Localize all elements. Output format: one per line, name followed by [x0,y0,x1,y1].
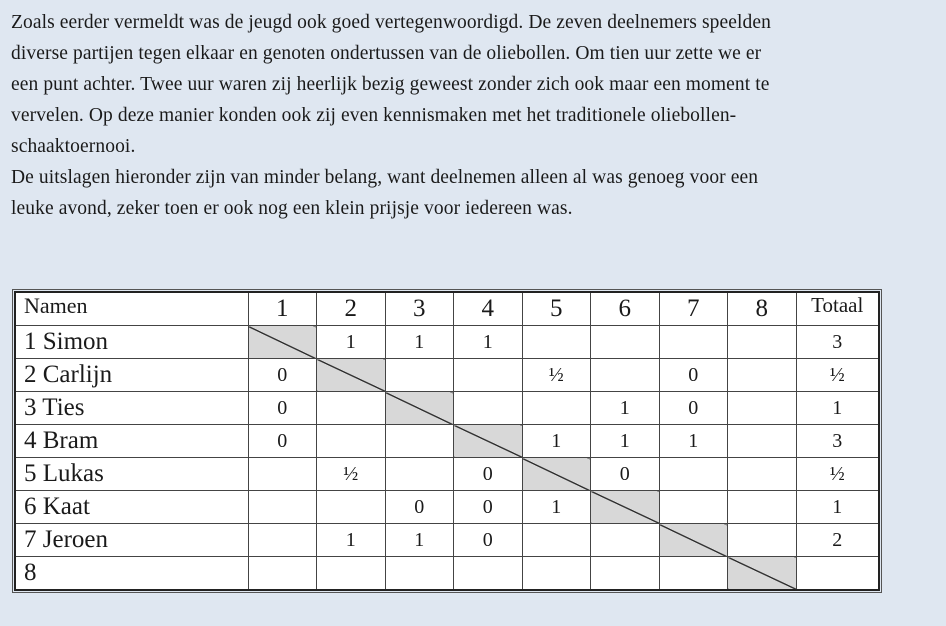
total-cell: ½ [796,359,879,392]
score-cell: 0 [454,491,523,524]
total-cell: 1 [796,491,879,524]
score-cell [317,491,386,524]
score-cell [659,458,728,491]
score-cell [317,557,386,591]
table-row [15,524,879,557]
table-row [15,326,879,359]
score-cell: 1 [659,425,728,458]
score-cell: 1 [454,326,523,359]
score-cell [591,326,660,359]
score-cell: 0 [248,359,317,392]
diagonal-cell [591,491,660,524]
score-cell: 1 [385,326,454,359]
score-cell [385,458,454,491]
header-col-8: 8 [728,292,797,326]
total-cell: 3 [796,326,879,359]
score-cell: 0 [591,458,660,491]
score-cell [248,491,317,524]
header-col-5: 5 [522,292,591,326]
diagonal-cell [522,458,591,491]
score-cell [385,359,454,392]
score-cell [248,557,317,591]
score-cell [454,392,523,425]
table-row [15,491,879,524]
score-cell [659,326,728,359]
header-names: Namen [15,292,248,326]
paragraph-results: De uitslagen hieronder zijn van minder belang, want deelnemen alleen al was genoeg voor een leuke avond, zeker toen er ook nog een klein prijsje voor iedereen was. [11,167,759,219]
score-cell [317,425,386,458]
diagonal-cell [454,425,523,458]
table-row [15,557,879,591]
score-cell [728,392,797,425]
table-row [15,359,879,392]
total-cell: 1 [796,392,879,425]
diagonal-cell [659,524,728,557]
header-col-7: 7 [659,292,728,326]
score-cell: 1 [317,326,386,359]
header-total: Totaal [796,292,879,326]
score-cell [728,359,797,392]
paragraph-intro: Zoals eerder vermeldt was de jeugd ook goed vertegenwoordigd. De zeven deelnemers speelden diverse partijen tegen elkaar en genoten ondertussen van de oliebollen. Om tien uur zette we er een punt achter. Twee uur waren zij heerlijk bezig geweest zonder zich ook maar een moment te vervelen. Op deze manier konden ook zij even kennismaken met het traditionele oliebollen- schaaktoernooi. [11,12,771,157]
score-cell [591,557,660,591]
score-cell: 1 [591,425,660,458]
header-col-3: 3 [385,292,454,326]
total-cell [796,557,879,591]
diagonal-cell [317,359,386,392]
score-cell [522,326,591,359]
score-cell [385,425,454,458]
diagonal-cell [248,326,317,359]
total-cell: 3 [796,425,879,458]
score-cell: 0 [454,458,523,491]
score-cell [317,392,386,425]
player-name: 6 Kaat [15,491,248,524]
total-cell: 2 [796,524,879,557]
score-cell [728,425,797,458]
article-text [11,7,931,224]
score-cell [659,557,728,591]
score-cell: 0 [248,425,317,458]
player-name: 3 Ties [15,392,248,425]
table-row [15,392,879,425]
score-cell [385,557,454,591]
score-cell [248,524,317,557]
score-cell: ½ [317,458,386,491]
player-name: 5 Lukas [15,458,248,491]
player-name: 7 Jeroen [15,524,248,557]
player-name: 2 Carlijn [15,359,248,392]
score-cell: 0 [659,392,728,425]
score-cell: ½ [522,359,591,392]
score-cell [454,557,523,591]
score-cell [522,392,591,425]
score-cell [728,524,797,557]
score-cell [591,524,660,557]
score-cell [522,524,591,557]
header-col-4: 4 [454,292,523,326]
score-cell [248,458,317,491]
score-cell [728,326,797,359]
score-cell: 0 [659,359,728,392]
player-name: 8 [15,557,248,591]
header-col-1: 1 [248,292,317,326]
diagonal-cell [385,392,454,425]
score-cell [659,491,728,524]
player-name: 4 Bram [15,425,248,458]
player-name: 1 Simon [15,326,248,359]
score-cell: 0 [248,392,317,425]
score-cell [454,359,523,392]
score-cell: 0 [385,491,454,524]
score-cell: 1 [591,392,660,425]
table-row [15,458,879,491]
diagonal-cell [728,557,797,591]
score-cell: 1 [385,524,454,557]
table-row [15,425,879,458]
score-cell [728,491,797,524]
header-col-6: 6 [591,292,660,326]
score-cell: 1 [522,491,591,524]
score-cell [591,359,660,392]
score-cell [522,557,591,591]
table-header-row [15,292,879,326]
header-col-2: 2 [317,292,386,326]
score-cell [728,458,797,491]
score-cell: 1 [317,524,386,557]
results-body [15,326,879,591]
results-table [14,291,880,591]
total-cell: ½ [796,458,879,491]
score-cell: 1 [522,425,591,458]
score-cell: 0 [454,524,523,557]
